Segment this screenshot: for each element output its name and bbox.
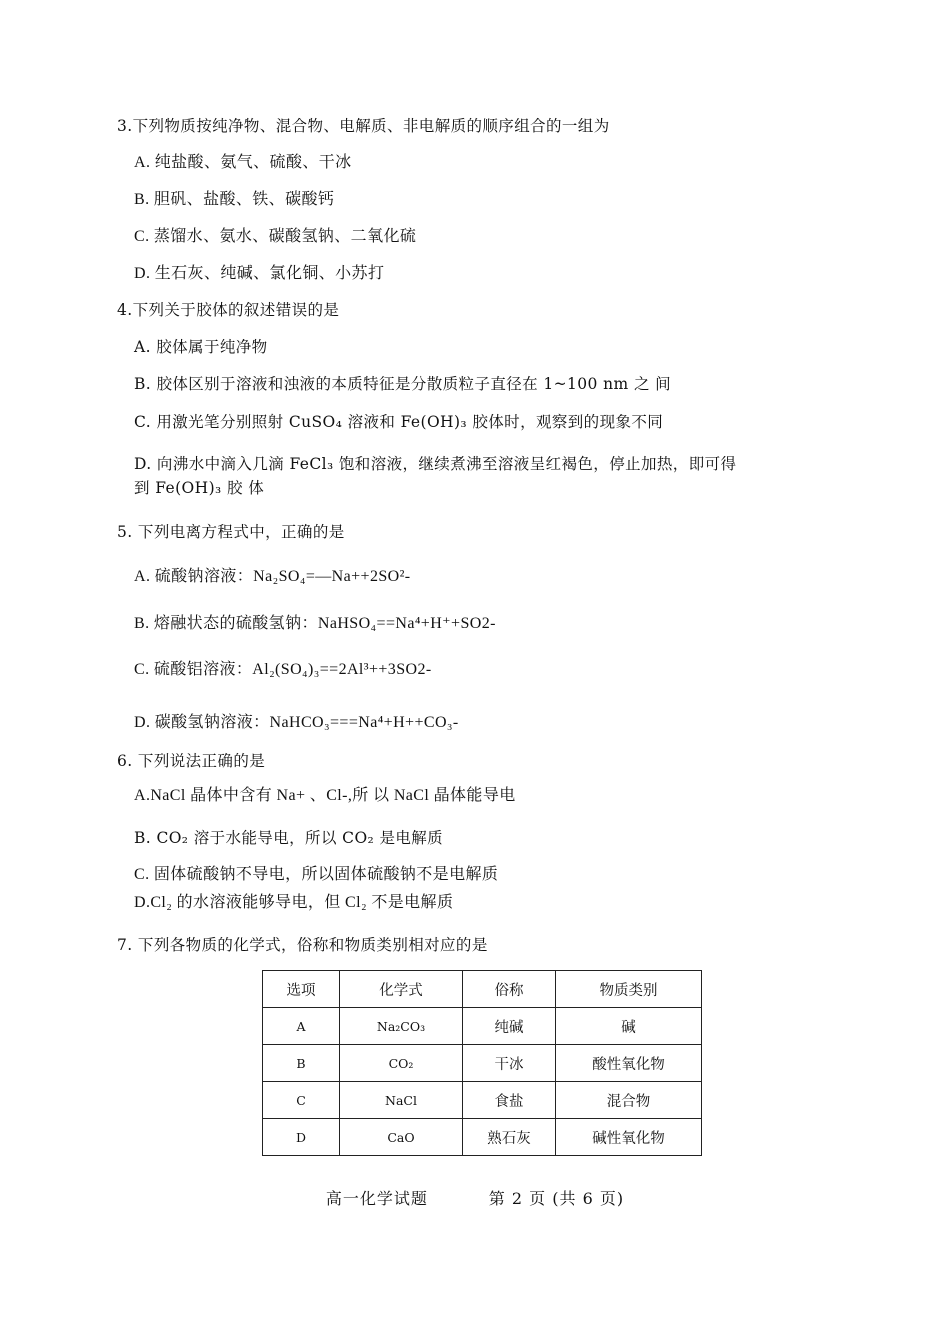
table-cell: 碱	[556, 1008, 702, 1045]
q6-option-c: C. 固体硫酸钠不导电，所以固体硫酸钠不是电解质	[134, 866, 499, 883]
q5-option-a: A. 硫酸钠溶液：Na₂SO₄=—Na++2SO²-	[134, 568, 411, 585]
q4-option-a: A. 胶体属于纯净物	[134, 338, 268, 356]
q5-stem: 5. 下列电离方程式中，正确的是	[117, 523, 345, 541]
table-row	[263, 1045, 702, 1082]
table-cell: C	[263, 1082, 340, 1119]
table-row	[263, 1119, 702, 1156]
q3-option-c: C. 蒸馏水、氨水、碳酸氢钠、二氧化硫	[134, 228, 417, 245]
q5-option-b: B. 熔融状态的硫酸氢钠：NaHSO₄==Na⁴+H⁺+SO2-	[134, 615, 496, 632]
table-header-cell: 化学式	[340, 971, 463, 1008]
q4-option-b: B. 胶体区别于溶液和浊液的本质特征是分散质粒子直径在 1~100 nm 之 间	[134, 375, 672, 393]
table-cell: CaO	[340, 1119, 463, 1156]
table-cell: B	[263, 1045, 340, 1082]
table-cell: D	[263, 1119, 340, 1156]
table-cell: 碱性氧化物	[556, 1119, 702, 1156]
table-header-cell: 俗称	[463, 971, 556, 1008]
q7-stem: 7. 下列各物质的化学式，俗称和物质类别相对应的是	[117, 936, 488, 954]
table-cell: 食盐	[463, 1082, 556, 1119]
q4-option-d-line2: 到 Fe(OH)₃ 胶 体	[134, 479, 265, 497]
page-footer	[0, 1186, 950, 1209]
table-cell: Na₂CO₃	[340, 1008, 463, 1045]
table-row	[263, 1008, 702, 1045]
table-cell: 干冰	[463, 1045, 556, 1082]
q4-stem: 4.下列关于胶体的叙述错误的是	[117, 301, 340, 319]
table-header-cell: 物质类别	[556, 971, 702, 1008]
footer-page-number: 第 2 页 (共 6 页)	[488, 1189, 625, 1208]
q4-option-c: C. 用激光笔分别照射 CuSO₄ 溶液和 Fe(OH)₃ 胶体时，观察到的现象不同	[134, 413, 664, 431]
table-header-row	[263, 971, 702, 1008]
q6-option-d: D.Cl₂ 的水溶液能够导电，但 Cl₂ 不是电解质	[134, 894, 454, 911]
q3-option-a: A. 纯盐酸、氨气、硫酸、干冰	[134, 154, 352, 171]
q3-stem: 3.下列物质按纯净物、混合物、电解质、非电解质的顺序组合的一组为	[117, 117, 610, 135]
table-cell: 熟石灰	[463, 1119, 556, 1156]
table-cell: 混合物	[556, 1082, 702, 1119]
q5-option-c: C. 硫酸铝溶液：Al₂(SO₄)₃==2Al³++3SO2-	[134, 661, 432, 678]
footer-subject: 高一化学试题	[325, 1189, 428, 1208]
table-row	[263, 1082, 702, 1119]
q6-stem: 6. 下列说法正确的是	[117, 752, 266, 770]
table-cell: 酸性氧化物	[556, 1045, 702, 1082]
q5-option-d: D. 碳酸氢钠溶液：NaHCO₃===Na⁴+H++CO₃-	[134, 714, 459, 731]
table-cell: 纯碱	[463, 1008, 556, 1045]
table-cell: A	[263, 1008, 340, 1045]
q6-option-b: B. CO₂ 溶于水能导电，所以 CO₂ 是电解质	[134, 829, 444, 847]
q4-option-d-line1: D. 向沸水中滴入几滴 FeCl₃ 饱和溶液，继续煮沸至溶液呈红褐色，停止加热，即可得	[134, 455, 737, 473]
q3-option-b: B. 胆矾、盐酸、铁、碳酸钙	[134, 191, 335, 208]
table-header-cell: 选项	[263, 971, 340, 1008]
table-cell: NaCl	[340, 1082, 463, 1119]
q6-option-a: A.NaCl 晶体中含有 Na+ 、Cl-,所 以 NaCl 晶体能导电	[134, 787, 516, 804]
table-cell: CO₂	[340, 1045, 463, 1082]
q3-option-d: D. 生石灰、纯碱、氯化铜、小苏打	[134, 265, 385, 282]
q7-options-table	[262, 970, 702, 1156]
